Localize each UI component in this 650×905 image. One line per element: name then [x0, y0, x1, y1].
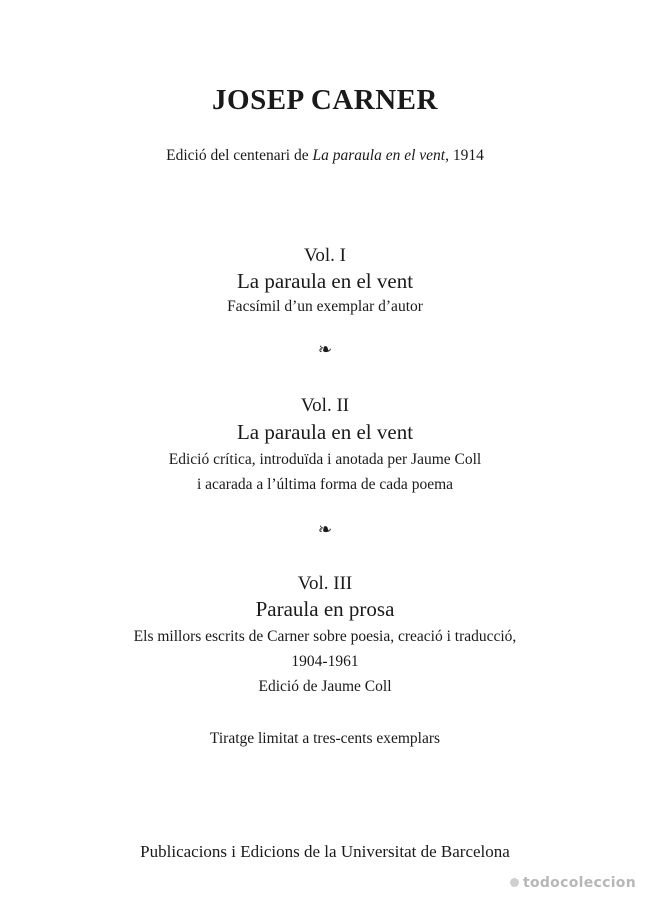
watermark-dot-icon — [510, 878, 519, 887]
watermark-text: todocoleccion — [522, 875, 636, 891]
print-run-note: Tiratge limitat a tres-cents exemplars — [209, 730, 441, 747]
fleuron-icon: ❧ — [317, 340, 333, 360]
publisher-line: Publicacions i Edicions de la Universitat de Barcelona — [140, 842, 510, 861]
vol-2-description-line-2: i acarada a l’última forma de cada poema — [196, 476, 454, 493]
watermark — [510, 875, 636, 891]
vol-1-label: Vol. I — [304, 245, 346, 266]
author-name: JOSEP CARNER — [212, 84, 438, 116]
vol-1-description: Facsímil d’un exemplar d’autor — [227, 298, 423, 315]
edition-book-title: La paraula en el vent — [312, 147, 446, 164]
vol-2-title: La paraula en el vent — [236, 420, 414, 444]
vol-3-description-line-1: Els millors escrits de Carner sobre poesia, creació i traducció, — [133, 628, 517, 645]
vol-2-description-line-1: Edició crítica, introduïda i anotada per Jaume Coll — [168, 451, 482, 468]
edition-line — [0, 147, 650, 165]
vol-1-title: La paraula en el vent — [236, 269, 414, 293]
vol-3-description-line-2: 1904-1961 — [291, 653, 359, 670]
vol-2-label: Vol. II — [300, 395, 350, 416]
vol-3-label: Vol. III — [297, 573, 353, 594]
edition-suffix: , 1914 — [445, 147, 484, 164]
fleuron-icon: ❧ — [317, 520, 333, 540]
edition-prefix: Edició del centenari de — [166, 147, 313, 164]
vol-3-title: Paraula en prosa — [255, 597, 395, 621]
vol-3-description-line-3: Edició de Jaume Coll — [258, 678, 392, 695]
